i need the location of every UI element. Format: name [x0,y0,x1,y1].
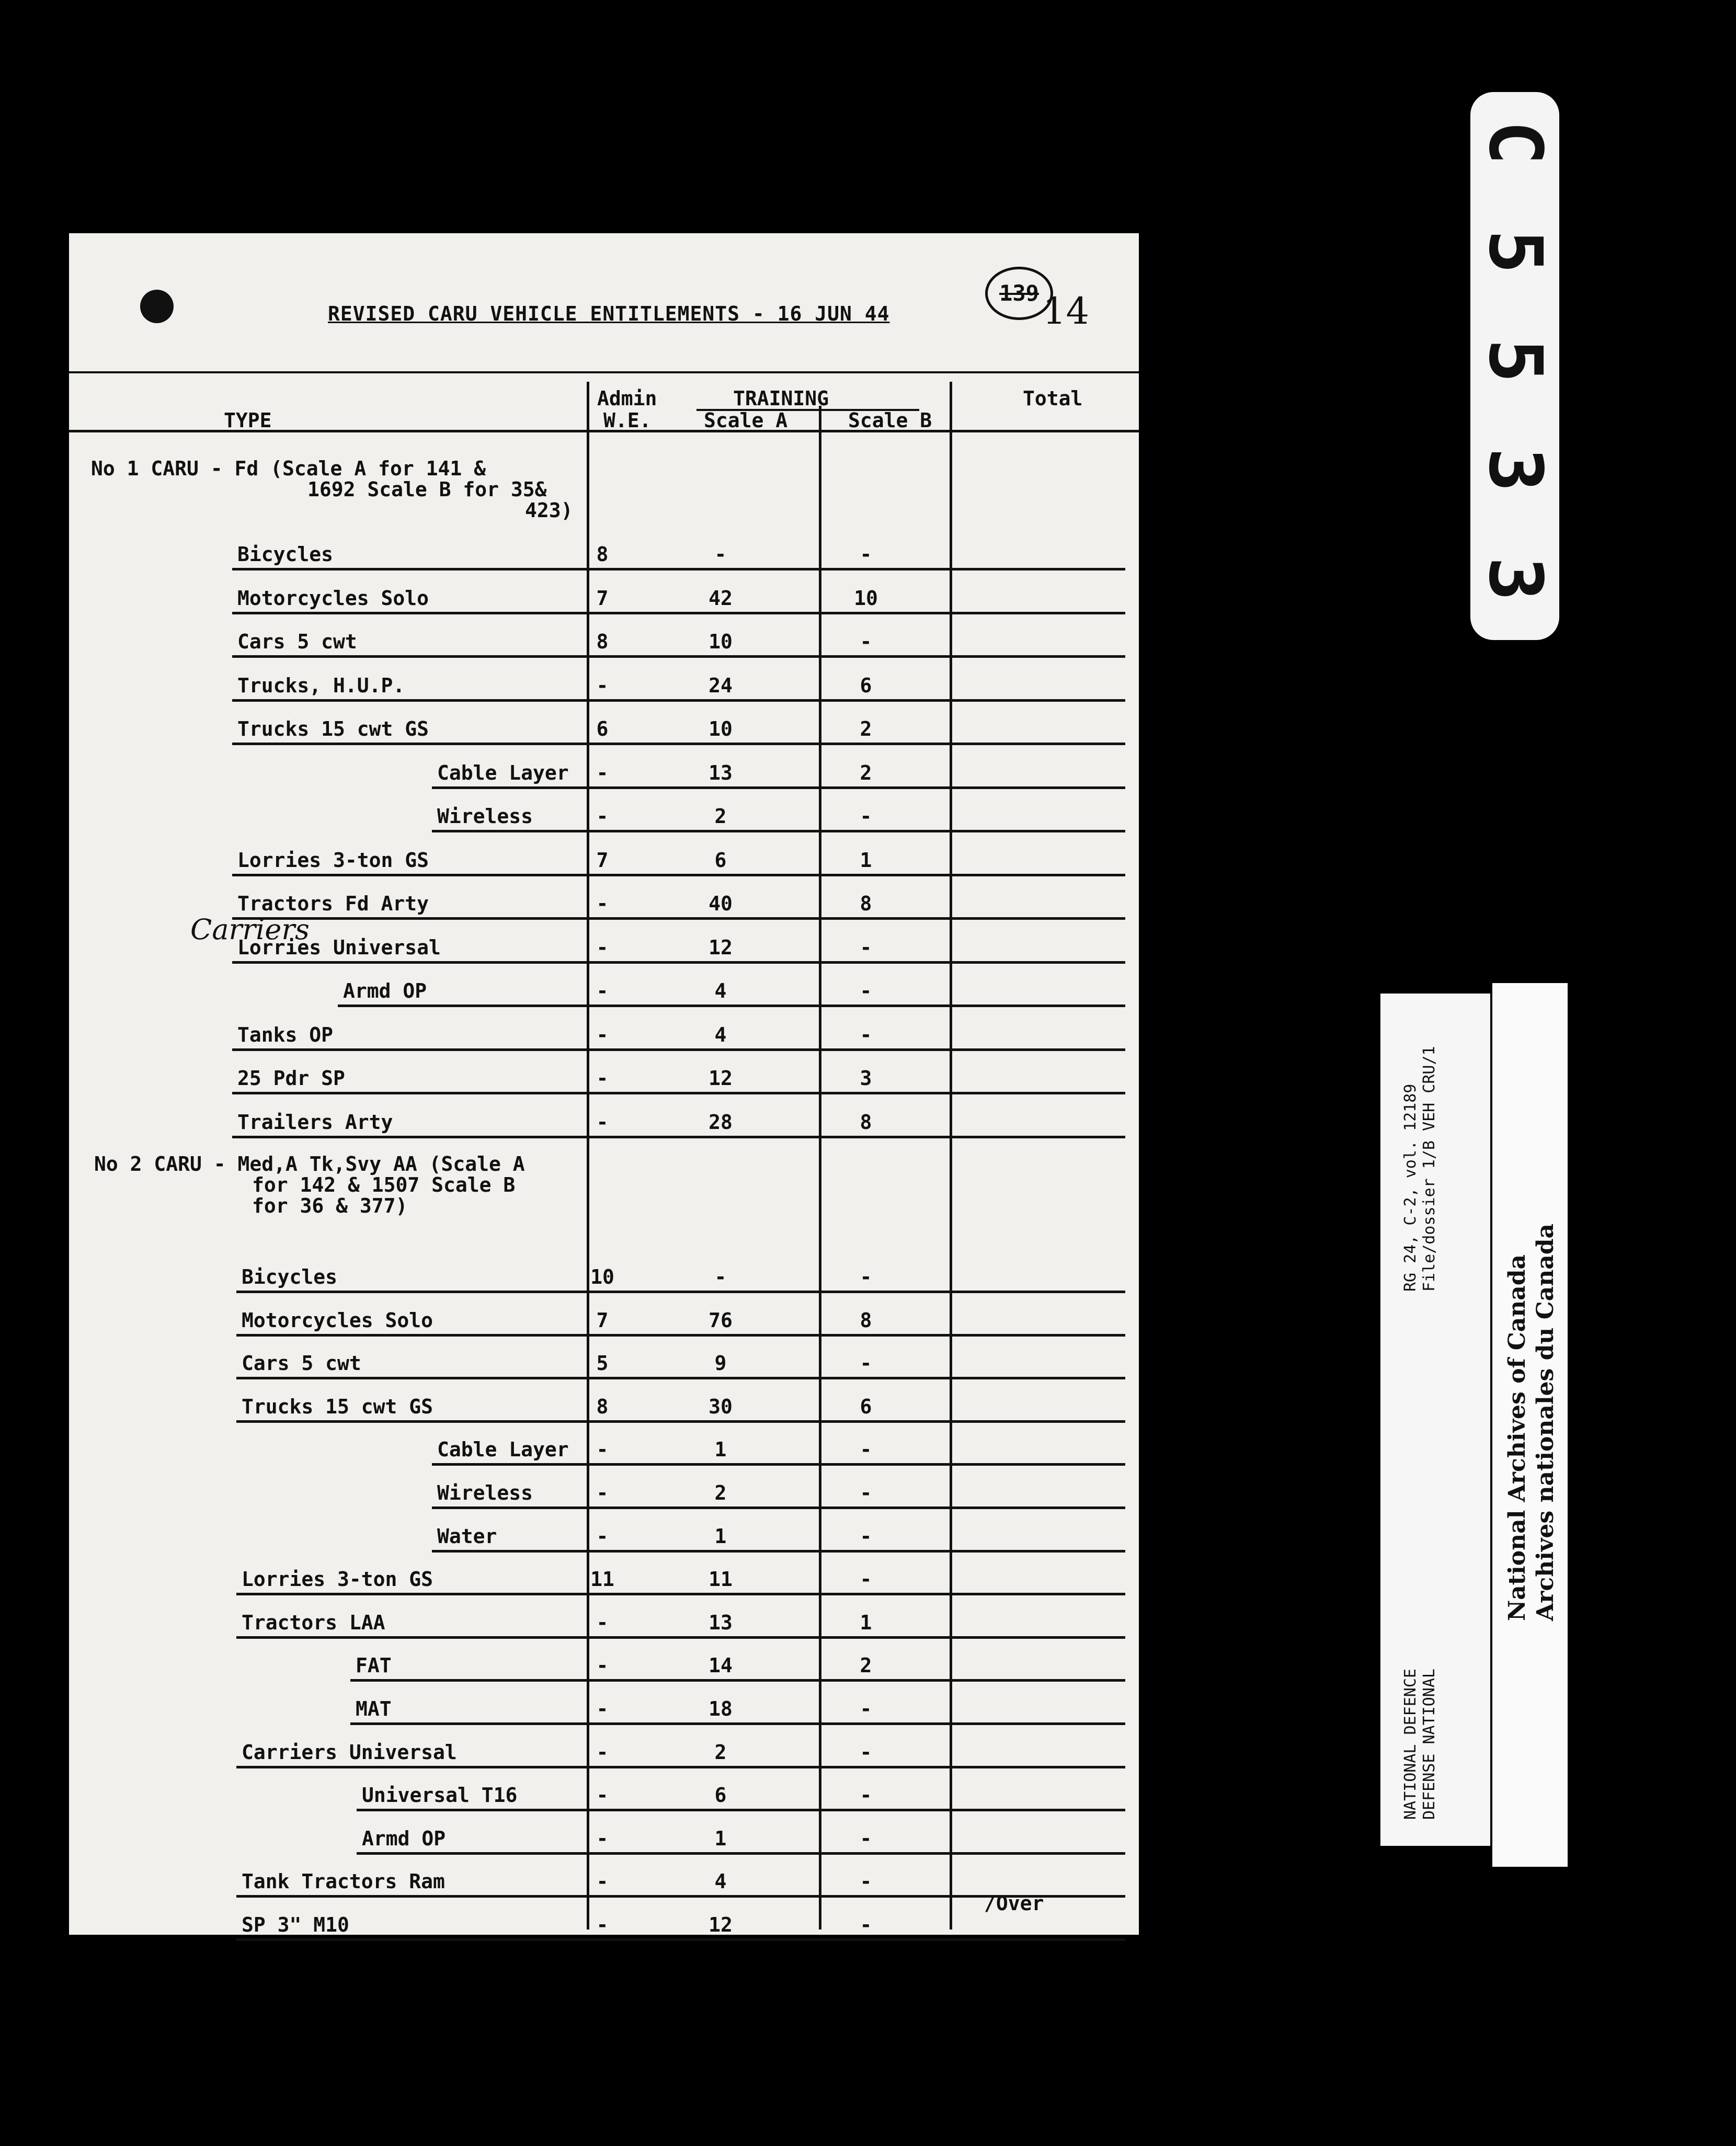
row-label: MAT [356,1697,392,1720]
row-scale-b-value: - [860,979,872,1002]
row-scale-b-value: - [860,1438,872,1462]
row-scale-a-value: 13 [709,761,733,784]
row-label: Cable Layer [437,1438,569,1462]
row-scale-b-value: 8 [860,892,872,915]
row-admin-value: 7 [596,848,609,872]
row-scale-b-value: 3 [860,1067,872,1090]
row-admin-value: - [596,805,609,828]
row-rule [357,1809,1125,1811]
row-admin-value: - [596,674,609,697]
row-label: Tractors LAA [242,1611,385,1634]
row-scale-a-value: 4 [714,1870,727,1893]
row-admin-value: - [596,892,609,915]
row-rule [357,1852,1125,1855]
row-scale-b-value: - [860,630,872,653]
row-rule [432,1463,1125,1466]
row-rule [232,1092,1125,1094]
row-admin-value: - [596,1611,609,1634]
row-rule [236,1636,1125,1639]
row-label: Armd OP [343,979,427,1002]
row-scale-b-value: 6 [860,1395,872,1418]
row-label: Wireless [437,1481,533,1504]
row-label: Motorcycles Solo [237,586,429,610]
row-scale-a-value: - [714,543,727,566]
row-rule [232,874,1125,876]
row-scale-b-value: - [860,1524,872,1548]
row-admin-value: 7 [596,1308,609,1332]
row-label: Lorries Universal [237,935,441,959]
row-rule [432,1550,1125,1553]
row-rule [232,612,1125,614]
row-scale-a-value: 2 [714,1740,727,1764]
row-label: Carriers Universal [242,1740,457,1764]
row-label: Bicycles [242,1265,338,1288]
row-scale-b-value: - [860,1697,872,1720]
row-label: Tractors Fd Arty [237,892,429,915]
row-scale-a-value: 1 [714,1524,727,1548]
row-admin-value: 8 [596,1395,609,1418]
row-scale-a-value: 1 [714,1438,727,1462]
header-top-rule [69,371,1139,373]
row-label: Lorries 3-ton GS [242,1568,433,1591]
folio-number-handwritten: 14 [1043,290,1090,333]
row-admin-value: - [596,1827,609,1850]
document-page [69,233,1139,1935]
row-scale-a-value: 10 [709,717,733,740]
row-scale-a-value: 12 [709,935,733,959]
row-scale-a-value: 40 [709,892,733,915]
row-scale-a-value: 2 [714,805,727,828]
row-scale-a-value: 6 [714,848,727,872]
national-archives-label [1492,983,1568,1867]
row-scale-b-value: - [860,1870,872,1893]
row-scale-a-value: 14 [709,1654,733,1677]
row-scale-a-value: 42 [709,586,733,610]
row-label: Bicycles [237,543,334,566]
row-label: FAT [356,1654,392,1677]
row-scale-b-value: - [860,1740,872,1764]
row-label: Cable Layer [437,761,569,784]
handwritten-correction: Carriers [190,913,310,946]
row-label: Wireless [437,805,533,828]
row-admin-value: 6 [596,717,609,740]
row-scale-a-value: 28 [709,1110,733,1134]
row-label: Cars 5 cwt [237,630,357,653]
row-rule [232,699,1125,702]
row-scale-a-value: 12 [709,1067,733,1090]
header-total: Total [1023,387,1083,410]
row-label: Trucks 15 cwt GS [237,717,429,740]
row-admin-value: - [596,935,609,959]
section-1-heading-line3: 423) [525,499,573,522]
row-scale-b-value: 1 [860,848,872,872]
row-label: Motorcycles Solo [242,1308,433,1332]
row-scale-b-value: 8 [860,1110,872,1134]
row-label: 25 Pdr SP [237,1067,345,1090]
row-scale-a-value: 1 [714,1827,727,1850]
header-scale-b: Scale B [848,409,932,432]
row-label: Tank Tractors Ram [242,1870,445,1893]
row-scale-a-value: 6 [714,1784,727,1807]
row-rule [232,743,1125,745]
continued-over-note: /Over [984,1892,1044,1915]
row-rule [432,1506,1125,1509]
row-label: Cars 5 cwt [242,1352,361,1375]
row-admin-value: - [596,1784,609,1807]
row-label: Tanks OP [237,1023,334,1046]
header-admin-we: W.E. [603,409,652,432]
row-rule [236,1938,1125,1941]
row-rule [232,1136,1125,1138]
row-rule [432,786,1125,789]
row-rule [236,1334,1125,1337]
row-admin-value: - [596,1438,609,1462]
row-label: Trucks 15 cwt GS [242,1395,433,1418]
row-rule [236,1377,1125,1379]
row-rule [350,1722,1125,1725]
row-admin-value: 8 [596,630,609,653]
row-scale-b-value: 2 [860,1654,872,1677]
row-admin-value: 7 [596,586,609,610]
reference-line-1: RG 24, C-2, vol. 12189 [1401,1083,1420,1292]
section-2-heading-line2: for 142 & 1507 Scale B [252,1173,516,1196]
row-admin-value: - [596,1023,609,1046]
row-admin-value: 5 [596,1352,609,1375]
row-rule [232,1048,1125,1051]
dept-line-1: NATIONAL DEFENCE [1401,1669,1420,1820]
dept-line-2: DEFENSE NATIONAL [1420,1669,1438,1820]
section-2-heading: No 2 CARU - Med,A Tk,Svy AA (Scale A [94,1152,525,1175]
row-scale-b-value: 1 [860,1611,872,1634]
row-scale-b-value: 2 [860,761,872,784]
row-scale-a-value: 76 [709,1308,733,1332]
row-scale-a-value: 12 [709,1913,733,1936]
row-admin-value: - [596,1870,609,1893]
row-admin-value: - [596,1740,609,1764]
row-scale-b-value: - [860,543,872,566]
row-scale-a-value: 11 [709,1568,733,1591]
row-admin-value: 8 [596,543,609,566]
row-scale-a-value: 9 [714,1352,727,1375]
row-admin-value: - [596,1654,609,1677]
row-admin-value: 11 [590,1568,614,1591]
row-scale-a-value: 4 [714,979,727,1002]
microfilm-reel-number-strip [1470,92,1559,640]
row-scale-b-value: 6 [860,674,872,697]
row-scale-a-value: 2 [714,1481,727,1504]
row-scale-b-value: 8 [860,1308,872,1332]
row-scale-a-value: - [714,1265,727,1288]
row-admin-value: - [596,1110,609,1134]
row-rule [236,1766,1125,1768]
row-scale-b-value: - [860,1784,872,1807]
row-scale-a-value: 10 [709,630,733,653]
row-admin-value: - [596,1481,609,1504]
row-label: Lorries 3-ton GS [237,848,429,872]
row-scale-a-value: 4 [714,1023,727,1046]
column-rule-training [819,406,821,1930]
row-rule [232,568,1125,570]
row-admin-value: - [596,1524,609,1548]
header-type: TYPE [224,409,272,432]
nac-line-2: Archives nationales du Canada [1532,1223,1559,1621]
row-rule [232,917,1125,920]
header-admin: Admin [597,387,657,410]
folio-number-struck: 139 [985,267,1053,320]
document-title: REVISED CARU VEHICLE ENTITLEMENTS - 16 JUN 44 [328,302,890,325]
row-admin-value: - [596,761,609,784]
row-rule [236,1291,1125,1293]
row-scale-a-value: 18 [709,1697,733,1720]
row-rule [236,1593,1125,1595]
row-admin-value: - [596,1697,609,1720]
nac-line-1: National Archives of Canada [1504,1254,1531,1621]
header-scale-a: Scale A [704,409,788,432]
reference-line-2: File/dossier 1/B VEH CRU/1 [1420,1046,1438,1292]
row-scale-b-value: - [860,935,872,959]
row-scale-b-value: - [860,1265,872,1288]
row-scale-b-value: - [860,805,872,828]
row-scale-b-value: - [860,1023,872,1046]
row-rule [338,1004,1125,1007]
row-scale-b-value: - [860,1568,872,1591]
row-admin-value: - [596,1913,609,1936]
row-scale-b-value: - [860,1481,872,1504]
row-admin-value: - [596,979,609,1002]
section-1-heading: No 1 CARU - Fd (Scale A for 141 & [91,457,486,480]
row-label: Water [437,1524,497,1548]
row-scale-b-value: 10 [854,586,878,610]
section-1-heading-line2: 1692 Scale B for 35& [307,478,547,501]
row-admin-value: - [596,1067,609,1090]
section-2-heading-line3: for 36 & 377) [252,1194,408,1217]
punch-hole [140,290,174,323]
row-scale-a-value: 24 [709,674,733,697]
row-rule [350,1679,1125,1682]
row-scale-a-value: 13 [709,1611,733,1634]
row-rule [232,655,1125,658]
row-scale-b-value: 2 [860,717,872,740]
row-label: Armd OP [362,1827,446,1850]
row-label: Trailers Arty [237,1110,393,1134]
archive-reference-label [1380,994,1490,1846]
row-rule [432,830,1125,832]
row-scale-a-value: 30 [709,1395,733,1418]
reel-number: C 5 5 3 3 [1472,120,1558,612]
row-scale-b-value: - [860,1352,872,1375]
row-label: Universal T16 [362,1784,518,1807]
header-training: TRAINING [733,387,829,410]
row-rule [232,961,1125,964]
row-label: Trucks, H.U.P. [237,674,405,697]
row-rule [236,1420,1125,1423]
row-scale-b-value: - [860,1827,872,1850]
row-scale-b-value: - [860,1913,872,1936]
row-label: SP 3" M10 [242,1913,349,1936]
row-admin-value: 10 [590,1265,614,1288]
